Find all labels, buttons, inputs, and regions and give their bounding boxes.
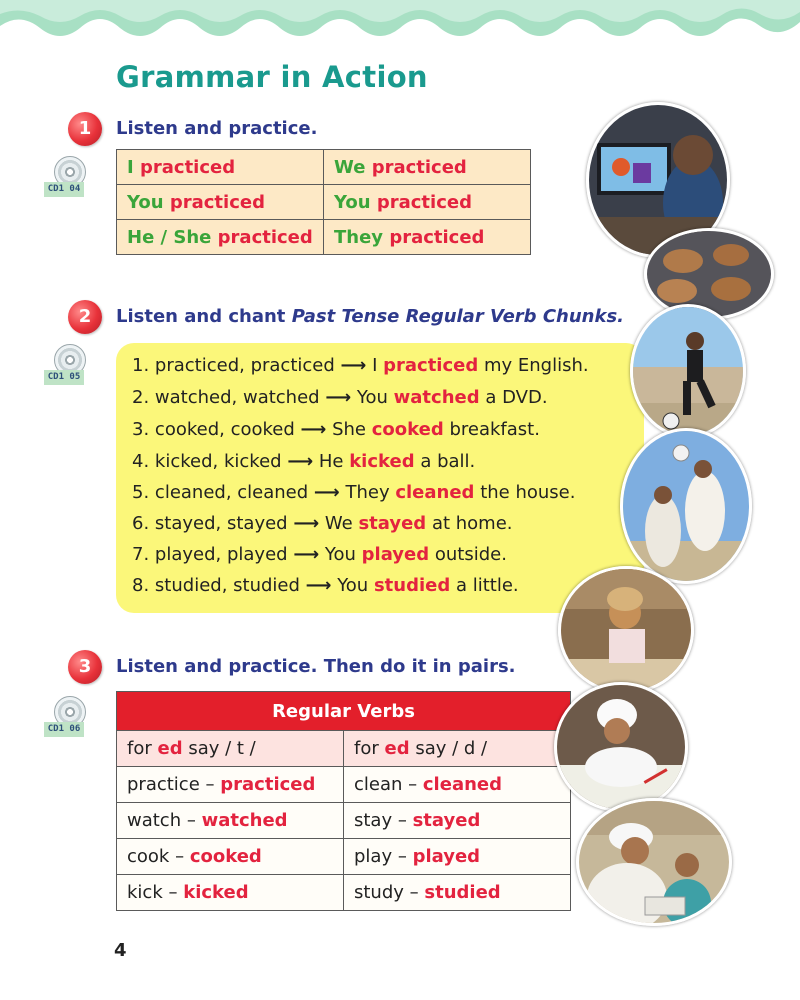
cd-track-label: CD1 04 [44, 182, 84, 197]
table-header-row [117, 731, 571, 767]
section-3-heading: Listen and practice. Then do it in pairs. [116, 656, 516, 677]
chant-line: 6. stayed, stayed ⟶ We stayed at home. [132, 513, 513, 534]
table-cell: stay – stayed [344, 803, 571, 839]
page-title: Grammar in Action [116, 60, 428, 94]
photo-men-playing-ball [620, 428, 752, 584]
table-cell: practice – practiced [117, 767, 344, 803]
right-arrow-icon: ⟶ [340, 355, 367, 376]
table-cell: I practiced [117, 150, 324, 185]
photo-boy-studying [554, 682, 688, 812]
section-1-heading: Listen and practice. [116, 118, 318, 139]
table-cell: You practiced [324, 185, 531, 220]
column-header: for ed say / d / [344, 731, 571, 767]
section-number-badge-2: 2 [68, 300, 102, 334]
regular-verbs-table [116, 691, 571, 911]
table-cell: He / She practiced [117, 220, 324, 255]
chant-line: 1. practiced, practiced ⟶ I practiced my English. [132, 355, 589, 376]
pronoun-verb-table [116, 149, 531, 255]
table-row [117, 803, 571, 839]
table-row [117, 839, 571, 875]
table-cell: study – studied [344, 875, 571, 911]
table-row [117, 220, 531, 255]
right-arrow-icon: ⟶ [325, 387, 352, 408]
table-cell: watch – watched [117, 803, 344, 839]
chant-line: 2. watched, watched ⟶ You watched a DVD. [132, 387, 548, 408]
table-row [117, 767, 571, 803]
section-number-badge-3: 3 [68, 650, 102, 684]
chant-line: 4. kicked, kicked ⟶ He kicked a ball. [132, 451, 476, 472]
top-wave-decoration [0, 0, 800, 50]
right-arrow-icon: ⟶ [293, 513, 320, 534]
right-arrow-icon: ⟶ [293, 544, 320, 565]
cd-track-label: CD1 06 [44, 722, 84, 737]
photo-cookies-on-grill [644, 228, 774, 320]
right-arrow-icon: ⟶ [300, 419, 327, 440]
table-cell: clean – cleaned [344, 767, 571, 803]
table-cell: kick – kicked [117, 875, 344, 911]
right-arrow-icon: ⟶ [287, 451, 314, 472]
chant-line: 3. cooked, cooked ⟶ She cooked breakfast. [132, 419, 540, 440]
page-number: 4 [114, 940, 127, 961]
chant-box [116, 343, 644, 613]
photo-boy-kicking-ball [630, 304, 746, 438]
table-cell: They practiced [324, 220, 531, 255]
right-arrow-icon: ⟶ [313, 482, 340, 503]
chant-line: 7. played, played ⟶ You played outside. [132, 544, 507, 565]
photo-father-son-reading [576, 798, 732, 926]
table-cell: cook – cooked [117, 839, 344, 875]
table-cell: You practiced [117, 185, 324, 220]
chant-line: 8. studied, studied ⟶ You studied a little. [132, 575, 519, 596]
table-cell: play – played [344, 839, 571, 875]
section-number-badge-1: 1 [68, 112, 102, 146]
section-2-heading: Listen and chant Past Tense Regular Verb Chunks. [116, 306, 625, 327]
column-header: for ed say / t / [117, 731, 344, 767]
table-row [117, 185, 531, 220]
photo-girl-cleaning [558, 566, 694, 694]
table-title: Regular Verbs [117, 692, 571, 731]
table-cell: We practiced [324, 150, 531, 185]
cd-track-label: CD1 05 [44, 370, 84, 385]
table-row [117, 150, 531, 185]
right-arrow-icon: ⟶ [305, 575, 332, 596]
table-row [117, 875, 571, 911]
table-title-row [117, 692, 571, 731]
chant-line: 5. cleaned, cleaned ⟶ They cleaned the house. [132, 482, 576, 503]
